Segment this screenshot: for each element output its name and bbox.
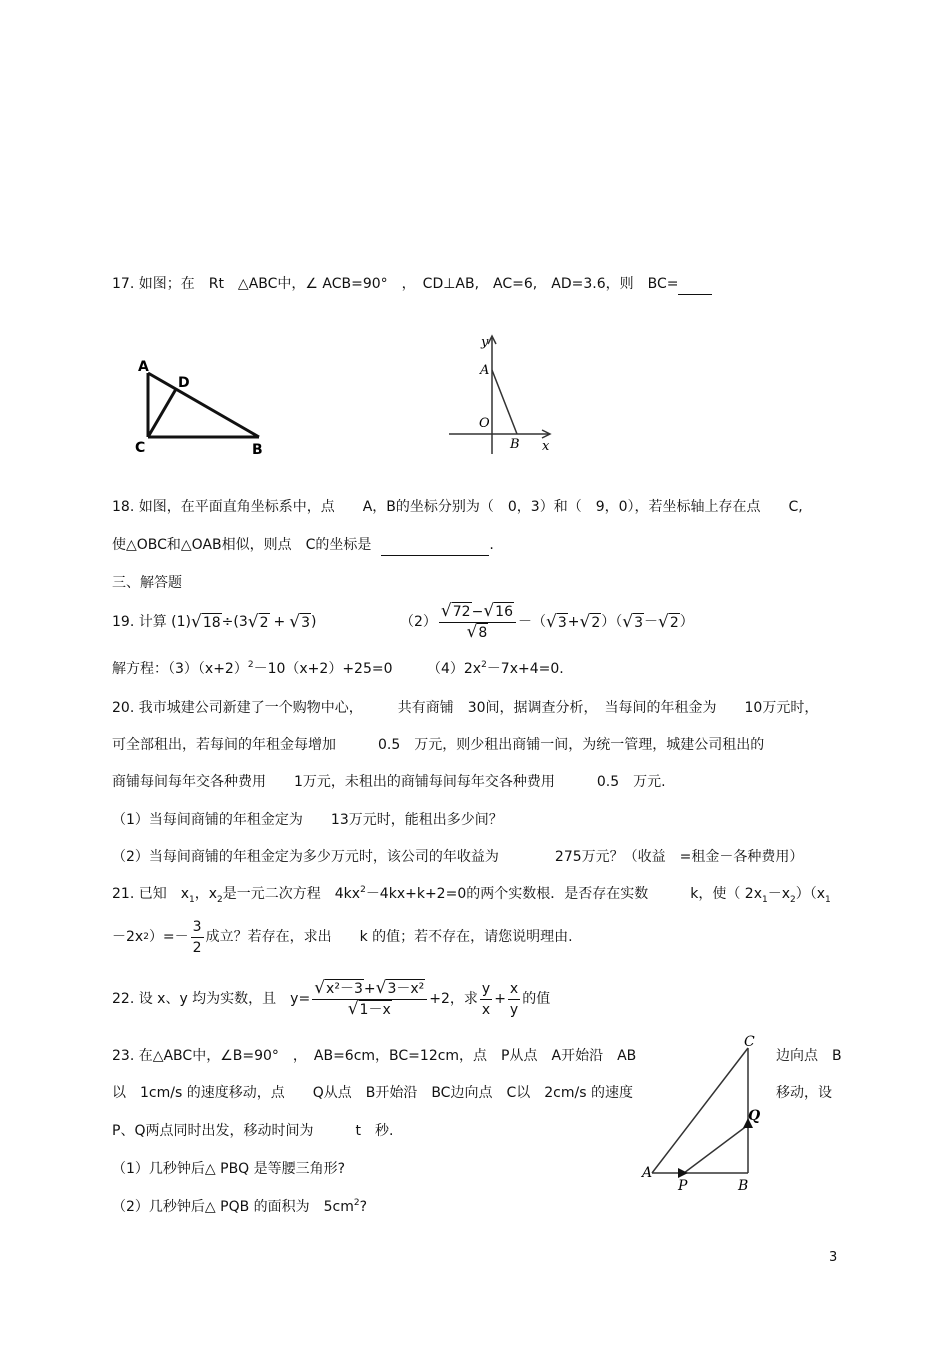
radical-sign: √ — [289, 611, 301, 632]
q20-line1: 20. 我市城建公司新建了一个购物中心， 共有商铺 30间，据调查分析， 当每间的年租金为 10万元时， — [112, 700, 819, 716]
radical-sign: √ — [483, 600, 495, 621]
radical-sign: √ — [622, 611, 634, 632]
q17-answer-blank — [678, 274, 712, 295]
q21-text-h: ）=－ — [148, 929, 189, 945]
radicand: 3 — [557, 614, 567, 631]
q21-text-d: －4kx+k+2=0的两个实数根．是否存在实数 k，使（ 2x — [365, 886, 762, 902]
q17-statement: 17. 如图；在 Rt △ABC中，∠ ACB=90° ， CD⊥AB, AC=6, AD=3.6，则 BC= — [112, 276, 679, 292]
q19-rest-c: ） — [679, 614, 694, 630]
q17-side-ab — [148, 373, 259, 437]
q17-label-a: A — [138, 359, 149, 375]
sqrt-8 — [467, 623, 489, 642]
fraction-3-2 — [191, 917, 204, 958]
q21-line1 — [112, 884, 831, 910]
q21-text-f: ）（x — [795, 886, 826, 902]
radicand: 3 — [301, 614, 311, 631]
q23-line1a: 23. 在△ABC中，∠B=90° ， AB=6cm，BC=12cm，点 P从点 A开始沿 AB — [112, 1048, 637, 1064]
label-q: Q — [748, 1108, 761, 1124]
radicand: 3 — [634, 614, 644, 631]
label-b: B — [738, 1178, 749, 1194]
sqrt-2c — [658, 613, 680, 632]
radicand: 2 — [259, 614, 269, 631]
q18-coordinate-figure — [445, 332, 560, 462]
radicand: 2 — [669, 614, 679, 631]
radical-sign: √ — [375, 977, 387, 998]
minus-sign: − — [471, 603, 484, 620]
q19-part2 — [400, 598, 694, 646]
segment-ab — [492, 370, 517, 434]
q19-rest-b: ）（ — [601, 614, 623, 630]
plus-sign: + — [567, 614, 580, 630]
label-y: y — [481, 335, 489, 350]
q22-main-fraction — [312, 979, 427, 1020]
subscript: 2 — [217, 894, 223, 905]
denominator: y — [509, 1001, 519, 1018]
q23-line2a: 以 1cm/s 的速度移动，点 Q从点 B开始沿 BC边向点 C以 2cm/s 的速度 — [112, 1085, 633, 1101]
q21-line2 — [112, 916, 573, 958]
radicand: 1－x — [359, 1001, 391, 1018]
q17-label-d: D — [178, 375, 190, 391]
exponent: 2 — [360, 885, 366, 895]
numerator: x — [508, 979, 520, 1000]
q19-prefix: 19. 计算 (1) — [112, 614, 191, 630]
q18-period: . — [489, 537, 494, 553]
section-title: 三、解答题 — [112, 575, 182, 591]
q21-text-i: 成立？若存在，求出 k 的值；若不存在，请您说明理由. — [205, 929, 573, 945]
q20-line3: 商铺每间每年交各种费用 1万元，未租出的商铺每间每年交各种费用 0.5 万元. — [112, 774, 666, 790]
q17-triangle-figure — [128, 355, 278, 460]
plus-sign: + — [363, 980, 376, 997]
q18-line2-text: 使△OBC和△OAB相似，则点 C的坐标是 — [112, 537, 372, 553]
radicand: x²－3 — [326, 980, 363, 997]
eq4-part-a: （4）2x — [426, 661, 482, 677]
label-a: A — [642, 1165, 653, 1181]
radicand: 72 — [452, 603, 471, 620]
radical-sign: √ — [314, 977, 326, 998]
radicand: 16 — [495, 603, 513, 620]
subscript: 2 — [143, 932, 149, 942]
label-o: O — [479, 416, 490, 431]
radicand: 18 — [202, 614, 221, 631]
exponent: 2 — [353, 1198, 360, 1208]
numerator: y — [480, 979, 492, 1000]
q19-close: ) — [311, 614, 317, 630]
fraction-numerator — [439, 602, 516, 623]
eq3-part-c: －10（x+2）+25=0 — [253, 661, 393, 677]
q17-segment-cd — [148, 389, 176, 437]
q21-text-e: －x — [767, 886, 791, 902]
radical-sign: √ — [191, 611, 202, 632]
q18-answer-blank — [381, 535, 489, 556]
q19-rest-a: －（ — [518, 614, 546, 630]
q23-line3: P、Q两点同时出发，移动时间为 t 秒. — [112, 1123, 394, 1139]
q23-sub2-text: （2）几秒钟后△ PQB 的面积为 5cm — [112, 1199, 354, 1215]
q20-sub1: （1）当每间商铺的年租金定为 13万元时，能租出多少间？ — [112, 812, 503, 828]
segment-pq — [684, 1125, 748, 1173]
subscript: 2 — [790, 894, 796, 905]
q17-text — [112, 274, 712, 295]
radical-sign: √ — [247, 611, 259, 632]
q19-p2-label: （2） — [400, 614, 437, 630]
q18-line1: 18. 如图，在平面直角坐标系中，点 A，B的坐标分别为（ 0，3）和（ 9，0），若坐标轴上存在点 C, — [112, 499, 803, 515]
denominator: x — [481, 1001, 491, 1018]
radicand: 8 — [478, 624, 488, 641]
sqrt-x2-3 — [314, 979, 364, 999]
sqrt-72 — [441, 602, 472, 622]
q21-text-g: －2x — [112, 929, 144, 945]
sqrt-16 — [483, 602, 514, 622]
radical-sign: √ — [466, 621, 478, 642]
sqrt-2 — [248, 613, 270, 632]
eq3-exponent: 2 — [247, 660, 254, 670]
q22-prefix: 22. 设 x、y 均为实数，且 y= — [112, 991, 311, 1007]
sqrt-18 — [191, 613, 222, 632]
radicand: 3－x² — [387, 980, 425, 997]
page-number: 3 — [829, 1250, 838, 1265]
q23-sub1: （1）几秒钟后△ PBQ 是等腰三角形? — [112, 1161, 346, 1177]
arrow-p — [678, 1168, 688, 1178]
radical-sign: √ — [579, 611, 591, 632]
sqrt-1-x — [348, 1000, 392, 1019]
q21-text-a: 21. 已知 x — [112, 886, 189, 902]
denominator: 2 — [192, 939, 202, 956]
eq4-exponent: 2 — [481, 660, 487, 670]
q17-label-b: B — [252, 442, 263, 458]
q23-triangle-figure — [636, 1030, 776, 1200]
q18-line2 — [112, 535, 494, 556]
sqrt-3c — [622, 613, 644, 632]
q19-div: ÷(3 — [221, 614, 248, 630]
sqrt-3b — [546, 613, 568, 632]
fraction-denominator — [346, 1000, 394, 1020]
q19-fraction — [439, 602, 516, 643]
subscript: 1 — [761, 894, 768, 905]
plus-sign: + — [494, 991, 506, 1007]
q23-sub2-end: ? — [359, 1199, 368, 1215]
numerator: 3 — [191, 917, 204, 938]
fraction-numerator — [312, 979, 427, 1000]
q17-label-c: C — [135, 440, 146, 456]
q21-text-b: ，x — [194, 886, 218, 902]
minus-sign: － — [644, 614, 659, 630]
plus-sign: + — [273, 614, 286, 630]
label-a: A — [480, 363, 490, 378]
q23-sub2 — [112, 1197, 367, 1217]
fraction-denominator — [465, 623, 491, 643]
label-b: B — [510, 437, 520, 452]
fraction-x-over-y — [508, 979, 520, 1020]
q20-sub2: （2）当每间商铺的年租金定为多少万元时，该公司的年收益为 275万元？（收益 =租金－各种费用） — [112, 849, 804, 865]
radical-sign: √ — [546, 611, 557, 632]
q22-post: +2，求 — [429, 991, 478, 1007]
radicand: 2 — [591, 614, 601, 631]
label-x: x — [542, 439, 550, 454]
fraction-y-over-x — [480, 979, 492, 1020]
sqrt-3-x2 — [376, 979, 426, 999]
radical-sign: √ — [658, 611, 669, 632]
q20-line2: 可全部租出，若每间的年租金每增加 0.5 万元，则少租出商铺一间，为统一管理，城建公司租出的 — [112, 737, 765, 753]
radical-sign: √ — [347, 998, 359, 1019]
q21-text-c: 是一元二次方程 4kx — [222, 886, 361, 902]
subscript: 1 — [825, 894, 831, 905]
q19-part1 — [112, 612, 317, 632]
label-c: C — [744, 1034, 755, 1050]
q23-line2b: 移动，设 — [776, 1085, 832, 1101]
side-ac — [652, 1048, 748, 1173]
subscript: 1 — [189, 894, 195, 905]
radical-sign: √ — [440, 600, 452, 621]
equations-line — [112, 659, 564, 679]
q22-line — [112, 973, 550, 1025]
sqrt-3 — [289, 613, 311, 632]
q23-line1b: 边向点 B — [776, 1048, 842, 1064]
label-p: P — [678, 1178, 688, 1194]
eq3-part-a: 解方程：（3）（x+2） — [112, 661, 248, 677]
eq4-part-c: －7x+4=0. — [486, 661, 564, 677]
sqrt-2b — [580, 613, 602, 632]
q22-end: 的值 — [522, 991, 551, 1007]
